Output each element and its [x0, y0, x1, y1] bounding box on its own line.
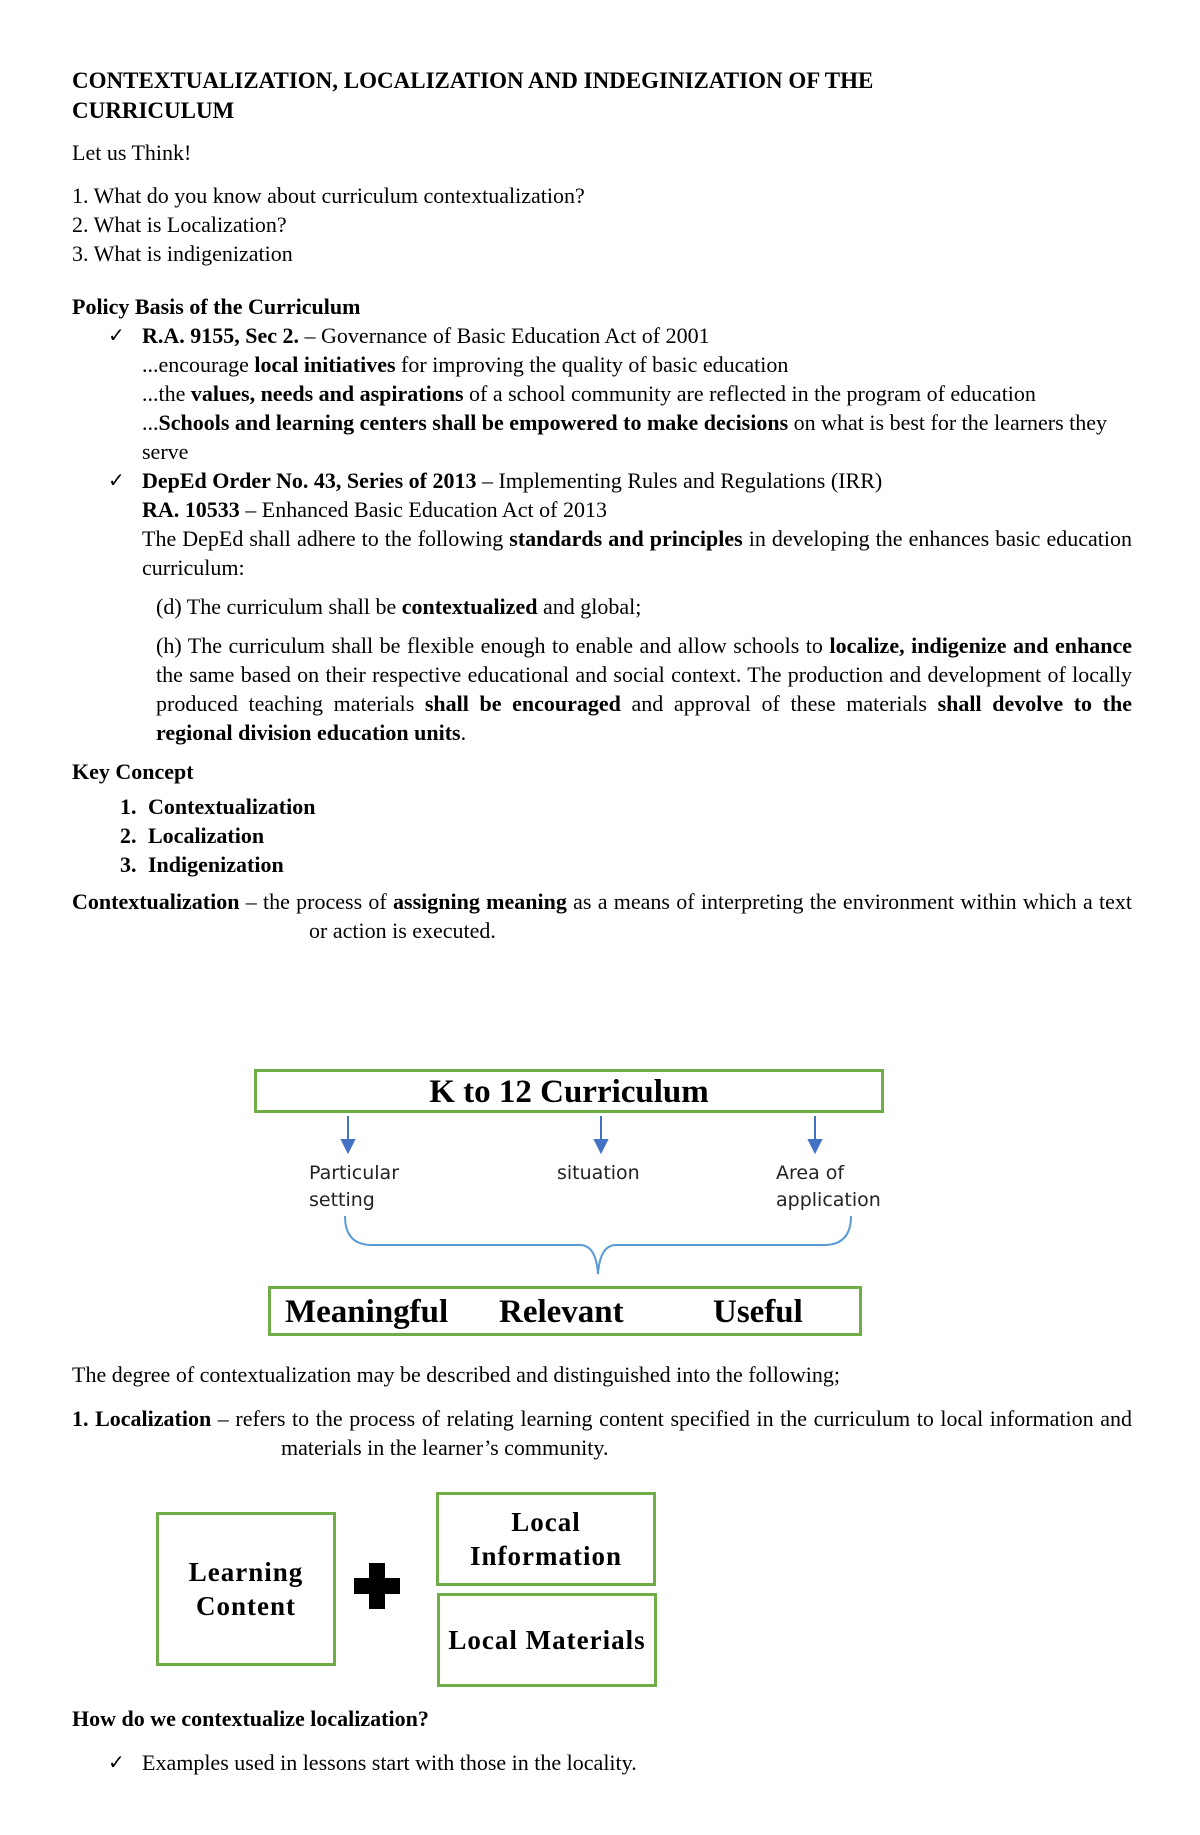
policy-heading: Policy Basis of the Curriculum	[72, 294, 361, 319]
think-heading: Let us Think!	[72, 140, 192, 165]
how-heading: How do we contextualize localization?	[72, 1706, 429, 1731]
k12-curriculum-box: K to 12 Curriculum	[254, 1069, 884, 1113]
ra9155-rest: – Governance of Basic Education Act of 2001	[299, 323, 710, 348]
key-concept-item: 3. Indigenization	[142, 850, 1132, 879]
ra9155-label: R.A. 9155, Sec 2.	[142, 323, 300, 348]
arrow-head-icon	[595, 1140, 607, 1152]
ra10533-line: RA. 10533 – Enhanced Basic Education Act of 2013	[142, 497, 607, 522]
document-page	[72, 66, 1132, 945]
lower-text	[72, 1360, 1132, 1462]
plus-icon	[354, 1563, 400, 1609]
localization-definition: 1. Localization – refers to the process of relating learning content specified in the curriculum to local information and materials in the learner’s community.	[72, 1406, 1132, 1460]
key-concept-item: 2. Localization	[142, 821, 1132, 850]
brace-icon	[345, 1216, 851, 1274]
document-title: CONTEXTUALIZATION, LOCALIZATION AND INDEGINIZATION OF THE CURRICULUM	[72, 68, 874, 123]
relevant-label: Relevant	[499, 1294, 624, 1330]
policy-item-ra9155	[72, 321, 1132, 350]
arrow-head-icon	[809, 1140, 821, 1152]
question-2: 2. What is Localization?	[72, 212, 287, 237]
label-particular-setting: Particular setting	[309, 1162, 400, 1211]
checkmark-icon: ✓	[108, 468, 125, 492]
degree-text: The degree of contextualization may be described and distinguished into the following;	[72, 1362, 840, 1387]
policy-item-deped	[72, 466, 1132, 495]
question-3: 3. What is indigenization	[72, 241, 293, 266]
learning-content-box: Learning Content	[156, 1512, 336, 1666]
key-concept-item: 1. Contextualization	[142, 792, 1132, 821]
how-item-text: Examples used in lessons start with those in the locality.	[142, 1750, 637, 1775]
how-item	[72, 1748, 1132, 1777]
contextualization-definition: Contextualization – the process of assigning meaning as a means of interpreting the environment within which a text or action is executed.	[72, 889, 1132, 943]
ra9155-line-3: ...Schools and learning centers shall be empowered to make decisions on what is best for the learners they serve	[142, 410, 1108, 464]
item-h: (h) The curriculum shall be flexible enough to enable and allow schools to localize, indigenize and enhance the same based on their respective educational and social context. The production and development of locally produced teaching materials shall be encouraged and approval of these materials shall devolve to the regional division education units.	[156, 633, 1132, 745]
deped-label: DepEd Order No. 43, Series of 2013	[142, 468, 477, 493]
deped-rest: – Implementing Rules and Regulations (IRR)	[476, 468, 883, 493]
label-area-of-application: Area of application	[776, 1162, 881, 1211]
bottom-text	[72, 1704, 1132, 1777]
ra9155-line-2: ...the values, needs and aspirations of a school community are reflected in the program of education	[142, 381, 1036, 406]
item-d: (d) The curriculum shall be contextualized and global;	[156, 594, 642, 619]
useful-label: Useful	[713, 1294, 803, 1330]
question-1: 1. What do you know about curriculum contextualization?	[72, 183, 585, 208]
checkmark-icon: ✓	[108, 1750, 125, 1774]
key-concept-heading: Key Concept	[72, 759, 194, 784]
label-situation: situation	[557, 1162, 640, 1184]
arrow-head-icon	[342, 1140, 354, 1152]
local-materials-box: Local Materials	[437, 1593, 657, 1687]
meaningful-relevant-useful-box	[268, 1286, 862, 1336]
ra9155-line-1: ...encourage local initiatives for improving the quality of basic education	[142, 352, 789, 377]
meaningful-label: Meaningful	[285, 1294, 449, 1330]
deped-paragraph: The DepEd shall adhere to the following standards and principles in developing the enhances basic education curriculum:	[142, 526, 1132, 580]
local-information-box: Local Information	[436, 1492, 656, 1586]
checkmark-icon: ✓	[108, 323, 125, 347]
key-concept-list	[72, 792, 1132, 879]
